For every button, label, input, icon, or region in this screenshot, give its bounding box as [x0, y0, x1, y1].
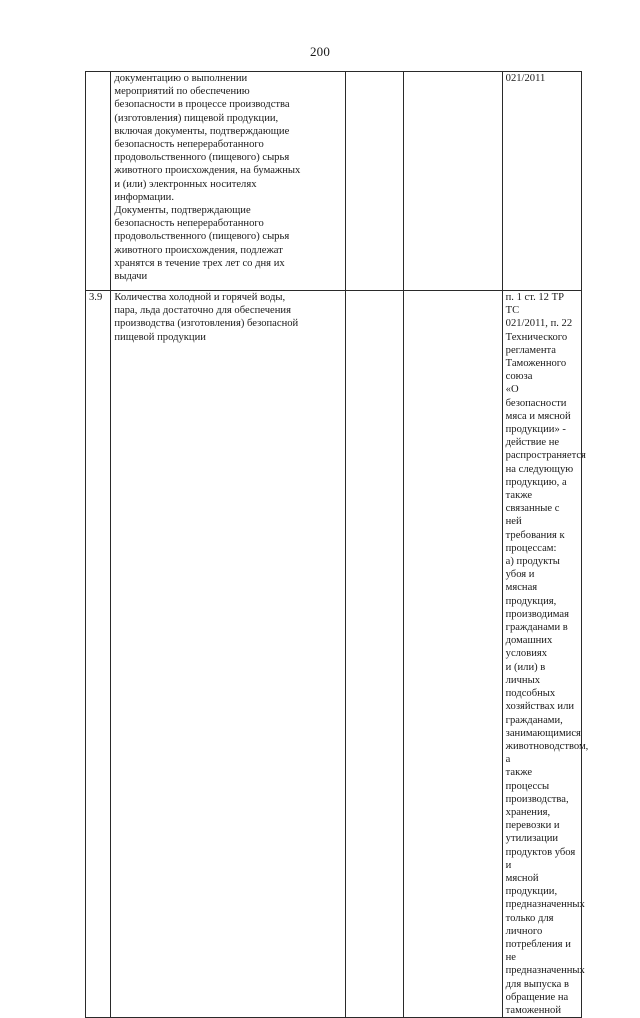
requirements-table — [85, 71, 589, 1018]
requirement-text-cell: документацию о выполнении мероприятий по обеспечению безопасности в процессе производства (изготовления) пищевой продукции, включая документы, подтверждающие безопасность непереработанного продовольственного (пищевого) сырья животного происхождения, на бумажных и (или) электронных носителях информации. Документы, подтверждающие безопасность непереработанного продовольственного (пищевого) сырья животного происхождения, подлежат хранятся в течение трех лет со дня их выдачи — [111, 72, 346, 291]
reference-cell: п. 1 ст. 12 ТР ТС 021/2011, п. 22 Технического регламента Таможенного союза «О безопасности мяса и мясной продукции» - действие не распространяется на следующую продукцию, а также связанные с ней требования к процессам: а) продукты убоя и мясная продукция, производимая гражданами в домашних условиях и (или) в личных подсобных хозяйствах или гражданами, занимающимися животноводством, а также процессы производства, хранения, перевозки и утилизации продуктов убоя и мясной продукции, предназначенных только для личного потребления и не предназначенных для выпуска в обращение на таможенной — [502, 291, 581, 1018]
row-number-cell — [86, 72, 111, 291]
empty-cell — [346, 291, 404, 1018]
requirement-text-cell: Количества холодной и горячей воды, пара, льда достаточно для обеспечения производства (изготовления) безопасной пищевой продукции — [111, 291, 346, 1018]
page-number: 200 — [309, 44, 331, 59]
empty-cell — [404, 72, 502, 291]
row-number-cell: 3.9 — [86, 291, 111, 1018]
table-row — [86, 291, 582, 1018]
reference-cell: 021/2011 — [502, 72, 581, 291]
table-row — [86, 72, 582, 291]
empty-cell — [404, 291, 502, 1018]
empty-cell — [346, 72, 404, 291]
